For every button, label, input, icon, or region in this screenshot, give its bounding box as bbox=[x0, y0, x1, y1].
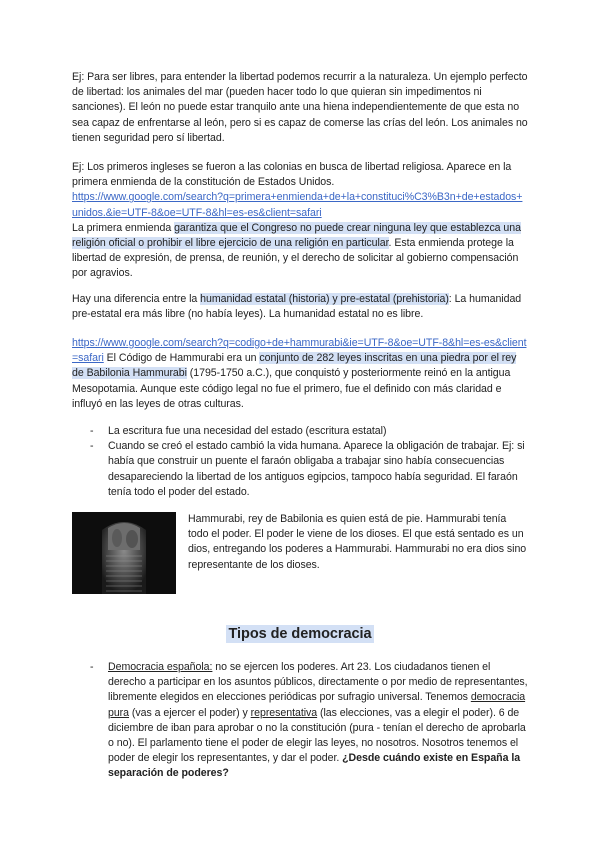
state-text-b: : La humanidad pre-estatal era más libre (no había leyes). La humanidad estatal no es libre. bbox=[72, 293, 522, 321]
section-title-text: Tipos de democracia bbox=[228, 626, 372, 642]
dash-bullet: - bbox=[90, 440, 94, 453]
link-first-amendment[interactable]: https://www.google.com/search?q=primera+enmienda+de+la+constituci%C3%B3n+de+estados+unidos.&ie=UTF-8&oe=UTF-8&hl=es-es&client=safari bbox=[72, 191, 523, 219]
hammurabi-stele-image bbox=[72, 512, 176, 594]
bullet-list-democracy bbox=[72, 660, 528, 782]
state-text-a: Hay una diferencia entre la bbox=[72, 293, 201, 305]
list-item-text: Cuando se creó el estado cambió la vida humana. Aparece la obligación de trabajar. Ej: si había que construir un puente el faraón obligaba a trabajar sino había consecuencias desapareciendo la libertad de los antiguos egipcios, tampoco había seguridad. El faraón tenía todo el poder del estado. bbox=[108, 440, 525, 498]
list-item bbox=[72, 424, 528, 439]
dash-bullet: - bbox=[90, 661, 94, 673]
hammurabi-text-b: (1795-1750 a.C.), que conquistó y posteriormente reinó en la antigua Mesopotamia. Aunque este código legal no fue el primero, fue el definido con más claridad e influyó en las leyes de otras culturas. bbox=[72, 367, 511, 410]
list-item-text: La escritura fue una necesidad del estado (escritura estatal) bbox=[108, 425, 387, 437]
dash-bullet: - bbox=[90, 425, 94, 437]
amendment-text-a: La primera enmienda bbox=[72, 221, 175, 234]
paragraph-hammurabi-code bbox=[72, 336, 528, 412]
link-hammurabi[interactable]: https://www.google.com/search?q=codigo+de+hammurabi&ie=UTF-8&oe=UTF-8&hl=es-es&client=safari bbox=[72, 337, 527, 365]
bullet-list-state bbox=[72, 424, 528, 500]
stele-caption: Hammurabi, rey de Babilonia es quien está de pie. Hammurabi tenía todo el poder. El poder le viene de los dioses. El que está sentado es un dios, entregando los poderes a Hammurabi. Hammurabi no era dios sino representante de los dioses. bbox=[188, 513, 527, 571]
amendment-text-b: . Esta enmienda protege la libertad de expresión, de prensa, de reunión, y el derecho de solicitar al gobierno compensación por agravios. bbox=[72, 237, 519, 280]
term-pure-democracy: democracia pura bbox=[108, 691, 526, 719]
democracy-text-3: (las elecciones, vas a elegir el poder). 6 de diciembre de iban para aprobar o no la constitución (pura - tenían el derecho de aprobarla o no). El parlamento tiene el poder de elegir las leyes, no nosotros. Nosotros tenemos el poder de elegir los representantes, y dar el poder. bbox=[108, 706, 526, 765]
term-spanish-democracy: Democracia española: bbox=[108, 661, 213, 673]
list-item bbox=[72, 660, 528, 782]
paragraph-english-colonies bbox=[72, 160, 528, 282]
democracy-text-2: (vas a ejercer el poder) y bbox=[129, 706, 251, 719]
highlight-hammurabi: conjunto de 282 leyes inscritas en una piedra por el rey de Babilonia Hammurabi bbox=[72, 352, 517, 380]
list-item bbox=[72, 439, 528, 500]
section-title bbox=[72, 624, 528, 644]
paragraph-nature-freedom: Ej: Para ser libres, para entender la libertad podemos recurrir a la naturaleza. Un ejemplo perfecto de libertad: los animales del mar (pueden hacer todo lo que quieran sin impedimentos ni sanciones). El león no puede estar tranquilo ante una hiena independientemente de que esta no sea capaz de enfrentarse al león, pero si es capaz de comerse las crías del león. Los animales no tienen seguridad pero sí libertad. bbox=[72, 71, 528, 144]
hammurabi-text-a: El Código de Hammurabi era un bbox=[103, 352, 260, 365]
highlight-state: humanidad estatal (historia) y pre-estatal (prehistoria) bbox=[200, 293, 449, 305]
democracy-text-1: no se ejercen los poderes. Art 23. Los ciudadanos tienen el derecho a participar en los asuntos públicos, directamente o por medio de representantes, libremente elegidos en elecciones periódicas por sufragio universal. Tenemos bbox=[108, 661, 528, 704]
paragraph-text: Ej: Los primeros ingleses se fueron a las colonias en busca de libertad religiosa. Aparece en la primera enmienda de la constitución de Estados Unidos. bbox=[72, 161, 512, 189]
highlight-amendment: garantiza que el Congreso no puede crear ninguna ley que establezca una religión oficial o prohibir el libre ejercicio de una religión en particular bbox=[72, 221, 521, 250]
question-separation-powers: ¿Desde cuándo existe en España la separación de poderes? bbox=[108, 752, 521, 780]
term-representative: representativa bbox=[250, 706, 318, 719]
paragraph-state-humanity bbox=[72, 292, 528, 322]
